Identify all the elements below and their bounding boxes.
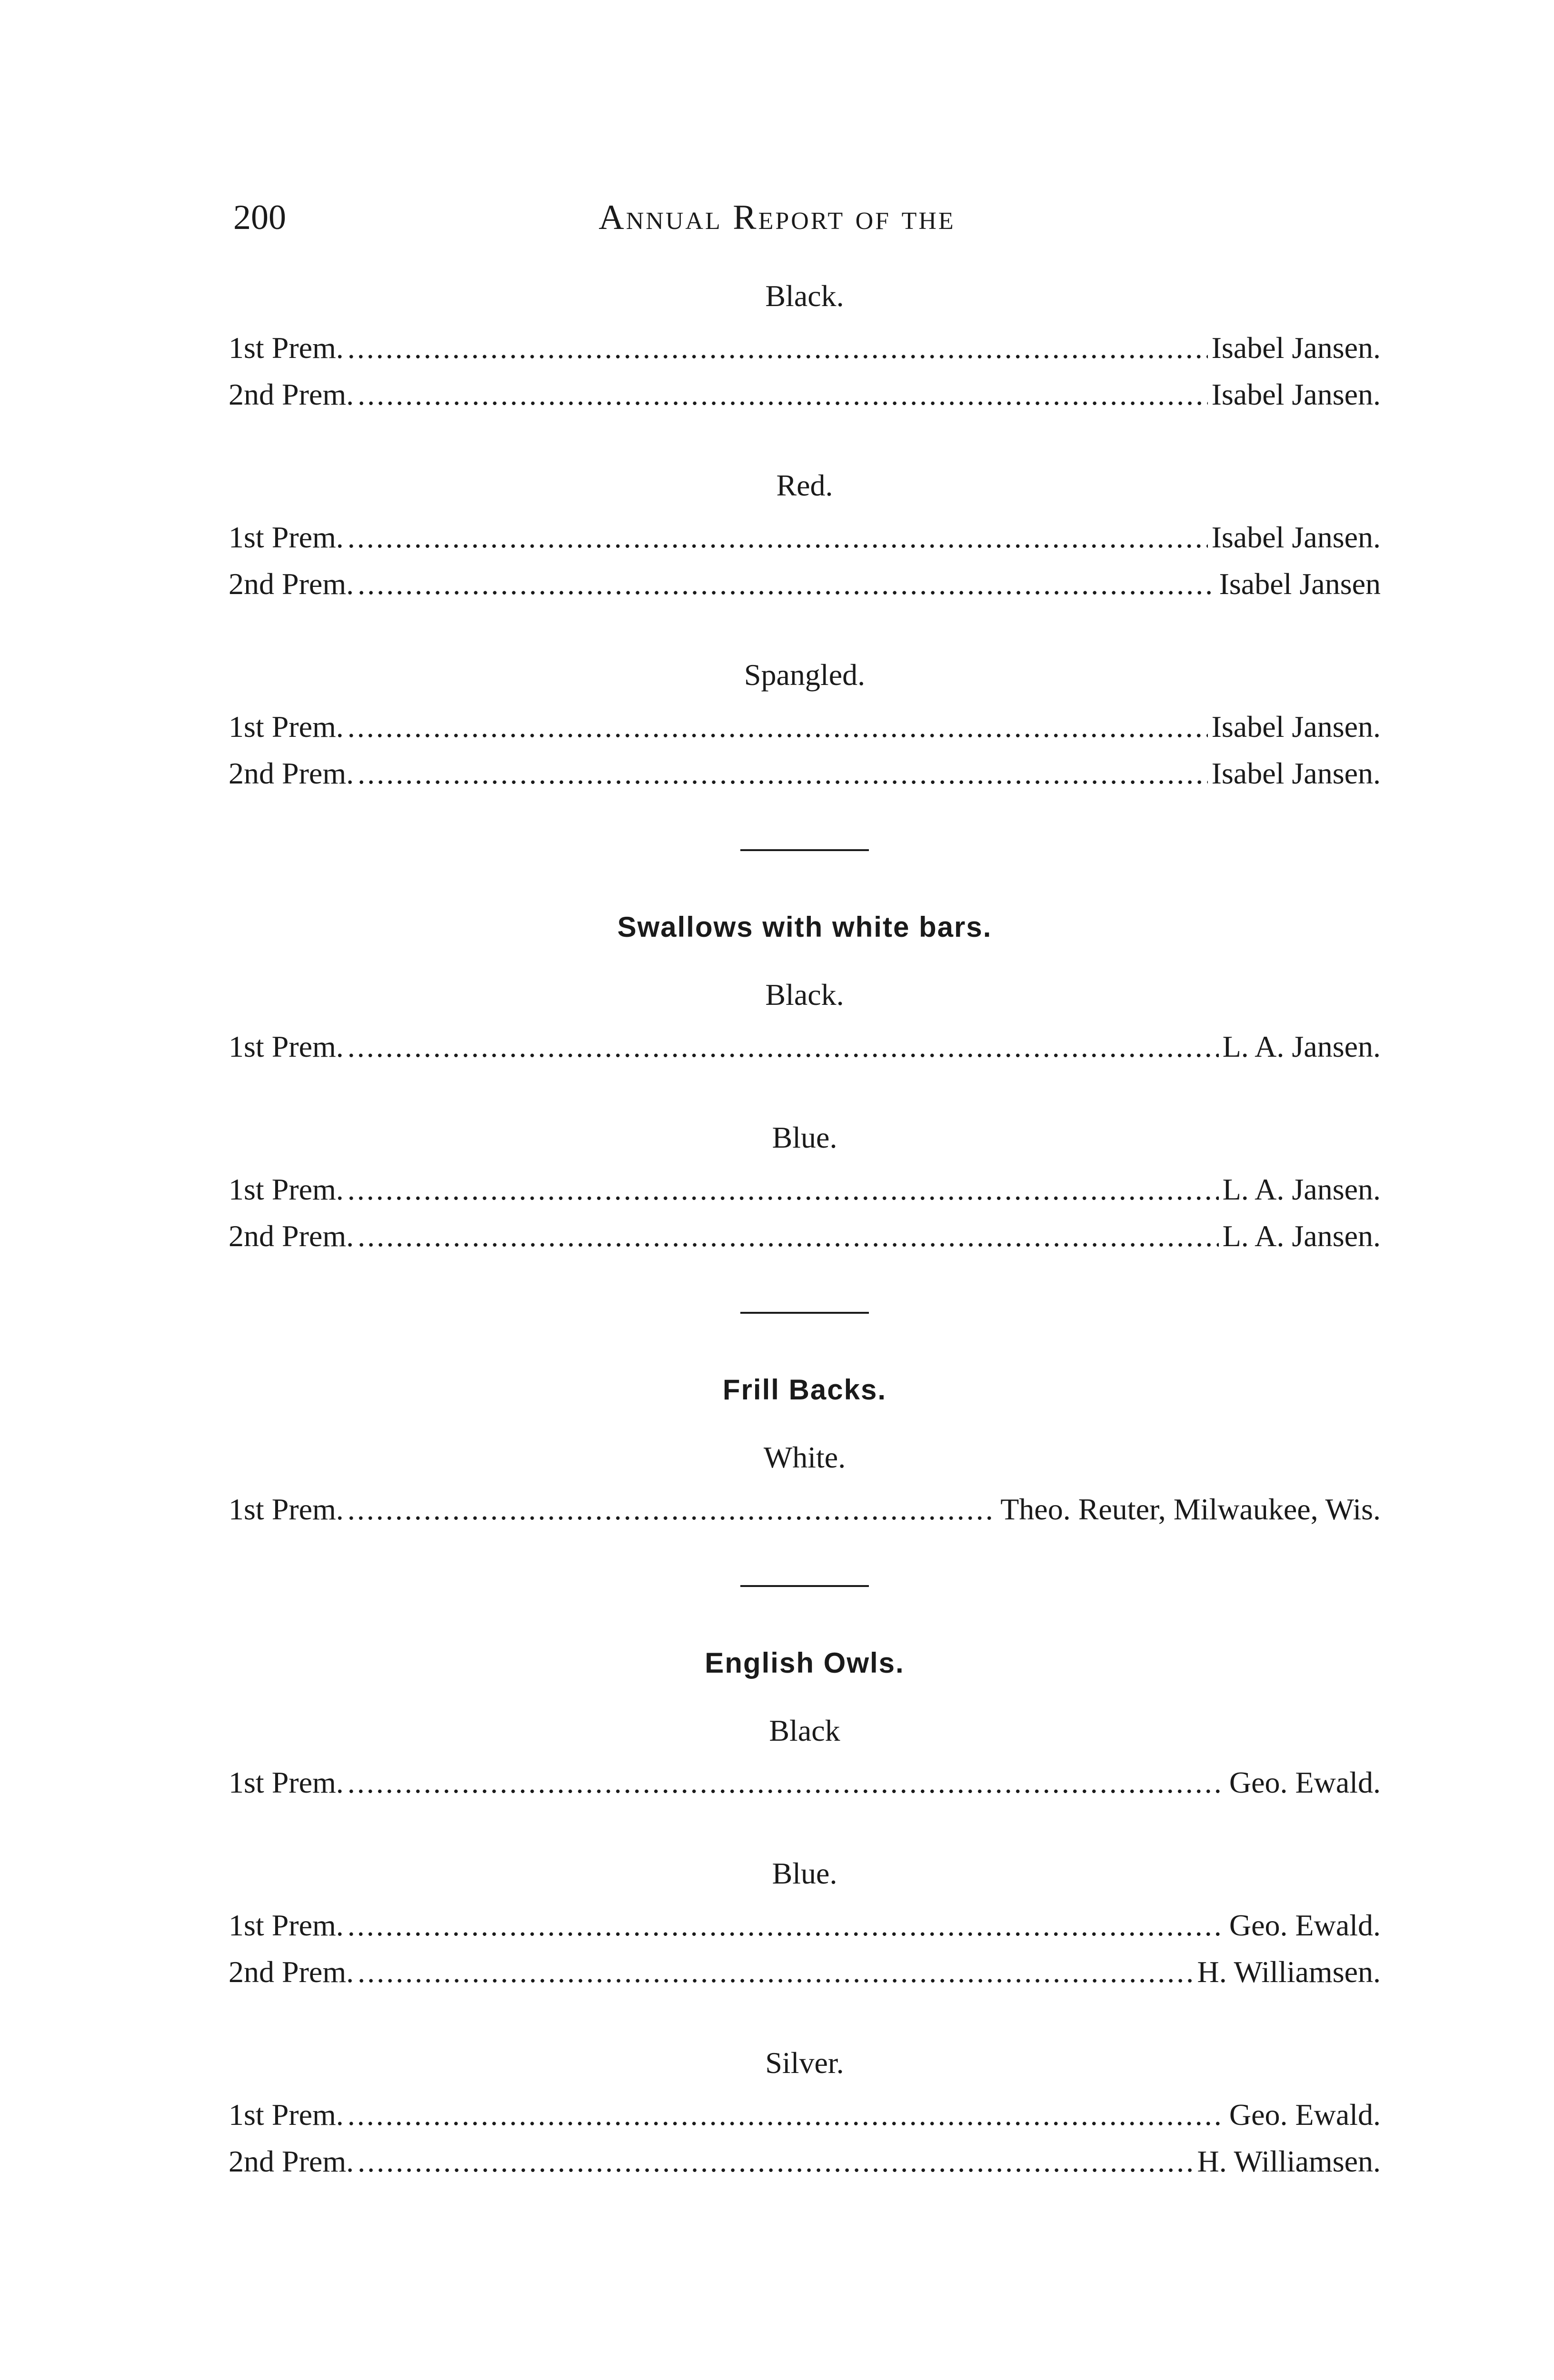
color-class <box>229 470 1381 607</box>
premium-entry <box>229 1486 1381 1533</box>
color-class-title: White. <box>763 1440 846 1474</box>
dot-leader <box>348 704 1208 750</box>
breed-title: Frill Backs. <box>722 1374 887 1406</box>
color-class-title: Spangled. <box>744 658 866 692</box>
premium-entry <box>229 1759 1381 1806</box>
breed-title: English Owls. <box>705 1647 905 1679</box>
premium-entry <box>229 561 1381 607</box>
prize-label: 1st Prem. <box>229 1492 344 1526</box>
dot-leader <box>348 1486 996 1533</box>
dot-leader <box>348 1023 1219 1070</box>
prize-label: 2nd Prem. <box>229 2144 354 2178</box>
prize-label: 1st Prem. <box>229 710 344 744</box>
winner-name: H. Williamsen. <box>1197 2144 1381 2178</box>
prize-label: 1st Prem. <box>229 520 344 554</box>
color-class-title: Black. <box>765 279 844 313</box>
dot-leader <box>358 1949 1193 1995</box>
page-number: 200 <box>233 198 286 237</box>
color-class <box>229 1122 1381 1259</box>
color-class <box>229 660 1381 797</box>
prize-label: 2nd Prem. <box>229 377 354 411</box>
premium-entry <box>229 2138 1381 2185</box>
section-divider <box>740 1585 869 1587</box>
prize-label: 1st Prem. <box>229 331 344 365</box>
dot-leader <box>348 1759 1225 1806</box>
winner-name: Isabel Jansen. <box>1211 331 1381 365</box>
winner-name: Isabel Jansen. <box>1211 710 1381 744</box>
winner-name: Geo. Ewald. <box>1229 1908 1381 1942</box>
color-class-title: Blue. <box>772 1121 837 1154</box>
premium-entry <box>229 1166 1381 1213</box>
premium-entry <box>229 1949 1381 1995</box>
winner-name: L. A. Jansen. <box>1222 1172 1381 1206</box>
breed-section <box>229 913 1381 1259</box>
color-class <box>229 1442 1381 1533</box>
dot-leader <box>348 1166 1219 1213</box>
dot-leader <box>358 750 1207 797</box>
premium-list <box>229 281 1381 2237</box>
prize-label: 1st Prem. <box>229 1172 344 1206</box>
winner-name: Isabel Jansen. <box>1211 377 1381 411</box>
color-class <box>229 980 1381 1070</box>
winner-name: Isabel Jansen <box>1219 567 1381 601</box>
premium-entry <box>229 371 1381 418</box>
color-class-title: Black. <box>765 978 844 1012</box>
winner-name: Geo. Ewald. <box>1229 1765 1381 1799</box>
color-class <box>229 1716 1381 1806</box>
breed-section <box>229 1649 1381 2185</box>
color-class-title: Black <box>769 1714 840 1747</box>
dot-leader <box>358 2138 1193 2185</box>
premium-entry <box>229 1213 1381 1259</box>
winner-name: Isabel Jansen. <box>1211 756 1381 790</box>
color-class <box>229 281 1381 418</box>
running-head: Annual Report of the <box>598 198 956 237</box>
dot-leader <box>348 514 1208 561</box>
winner-name: Geo. Ewald. <box>1229 2098 1381 2132</box>
dot-leader <box>348 2092 1225 2138</box>
premium-entry <box>229 750 1381 797</box>
premium-entry <box>229 1902 1381 1949</box>
section-divider <box>740 1312 869 1314</box>
prize-label: 2nd Prem. <box>229 1955 354 1989</box>
premium-entry <box>229 514 1381 561</box>
dot-leader <box>348 325 1208 371</box>
prize-label: 2nd Prem. <box>229 756 354 790</box>
premium-entry <box>229 325 1381 371</box>
prize-label: 1st Prem. <box>229 1030 344 1063</box>
winner-name: Isabel Jansen. <box>1211 520 1381 554</box>
color-class <box>229 2048 1381 2185</box>
prize-label: 1st Prem. <box>229 1765 344 1799</box>
prize-label: 2nd Prem. <box>229 1219 354 1253</box>
winner-name: Theo. Reuter, Milwaukee, Wis. <box>1000 1492 1381 1526</box>
premium-entry <box>229 704 1381 750</box>
dot-leader <box>358 1213 1219 1259</box>
breed-title: Swallows with white bars. <box>617 911 992 943</box>
premium-entry <box>229 1023 1381 1070</box>
color-class-title: Red. <box>776 468 833 502</box>
color-class-title: Blue. <box>772 1856 837 1890</box>
dot-leader <box>358 371 1207 418</box>
winner-name: H. Williamsen. <box>1197 1955 1381 1989</box>
premium-entry <box>229 2092 1381 2138</box>
breed-section <box>229 281 1381 797</box>
dot-leader <box>358 561 1215 607</box>
prize-label: 1st Prem. <box>229 1908 344 1942</box>
dot-leader <box>348 1902 1225 1949</box>
color-class <box>229 1858 1381 1995</box>
prize-label: 2nd Prem. <box>229 567 354 601</box>
section-divider <box>740 849 869 851</box>
prize-label: 1st Prem. <box>229 2098 344 2132</box>
winner-name: L. A. Jansen. <box>1222 1219 1381 1253</box>
breed-section <box>229 1376 1381 1533</box>
winner-name: L. A. Jansen. <box>1222 1030 1381 1063</box>
color-class-title: Silver. <box>765 2046 844 2080</box>
